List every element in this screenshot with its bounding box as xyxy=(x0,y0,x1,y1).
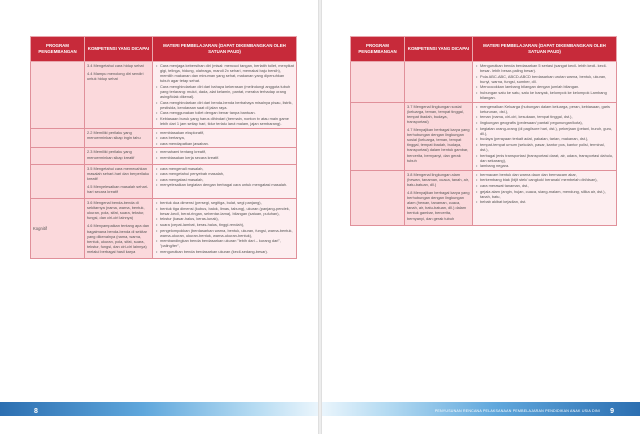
kompetensi-cell xyxy=(405,170,473,225)
materi-item: • cara mengatasi masalah, xyxy=(160,177,294,182)
table-header-row xyxy=(351,37,617,62)
materi-cell xyxy=(153,164,297,198)
right-page xyxy=(322,0,640,434)
table-header-row xyxy=(31,37,297,62)
materi-item: • bermacam bentuk dan warna daun dan bermacam akar, xyxy=(480,172,614,177)
materi-list xyxy=(155,63,294,126)
header-materi: MATERI PEMBELAJARAN (DAPAT DIKEMBANGKAN OLEH SATUAN PAUD) xyxy=(153,37,297,62)
materi-item: • cara bertanya, xyxy=(160,135,294,140)
program-cell: Kognitif xyxy=(31,199,85,259)
materi-item: • hubungan satu ke satu, satu ke banyak, kelompok ke kelompok Lambang bilangan. xyxy=(480,90,614,100)
materi-list xyxy=(475,104,614,169)
kompetensi-item: 4.7 Menyajikan berbagai karya yang berhubungan dengan lingkungan sosial (keluarga, teman, tempat tinggal, tempat ibadah, budaya, transportasi) dalam bentuk gambar, bercerita, bernyanyi, dan gerak tubuh xyxy=(407,127,470,163)
materi-item: • berkembang biak (bijit stek/ cangkok/ beranak/ membelah diri/dsan), xyxy=(480,177,614,182)
kompetensi-cell xyxy=(85,164,153,198)
materi-list xyxy=(155,166,294,188)
kompetensi-item: 3.8 Mengenal lingkungan alam (hewan, tanaman, cuaca, tanah, air, batu-batuan, dll.) xyxy=(407,171,469,187)
kompetensi-item: 4.8 Menyajikan berbagai karya yang berhubungan dengan lingkungan alam (hewan, tanaman, cuaca, tanah, air, batu-batuan, dll.) dalam bentuk gambar, bercerita, bernyanyi, dan gerak tubuh xyxy=(407,190,470,221)
materi-item: • Cara menghindarkan diri dari benda-benda berbahaya misalnya pisau, listrik, pestisida, kendaraan saat di jalan raya. xyxy=(160,100,294,110)
program-cell xyxy=(351,102,405,170)
table-row xyxy=(351,102,617,170)
materi-item: • berbagai jenis transportasi (transportasi darat, air, udara, transportasi dahulu, dan sekarang), xyxy=(480,153,614,163)
kompetensi-item: 4.5 Menyelesaikan masalah sehari-hari secara kreatif xyxy=(87,183,149,194)
materi-item: • cara mengetahui penyebab masalah, xyxy=(160,171,294,176)
materi-item: • membiasakan kerja secara kreatif. xyxy=(160,155,294,160)
page-number: 8 xyxy=(34,408,38,415)
program-cell xyxy=(31,128,85,148)
materi-item: • bebab akibat kejadian, dst. xyxy=(480,199,614,204)
materi-item: • Kebiasaan buruk yang harus dihindari (bermain, nonton tv atau main game lebih dari 1 jam setiap hari, tidur terlalu larut malam, jajan sembarang). xyxy=(160,116,294,126)
table-row xyxy=(31,128,297,148)
materi-cell xyxy=(153,199,297,259)
program-cell xyxy=(31,148,85,164)
page-number: 9 xyxy=(610,408,614,415)
kompetensi-item: 3.7 Mengenal lingkungan sosial (keluarga, teman, tempat tinggal, tempat ibadah, budaya, transportasi) xyxy=(407,103,464,124)
materi-item: • tempat-tempat umum (sekolah, pasar, kantor pos, kantor polisi, terminal, dst.), xyxy=(480,142,614,152)
kompetensi-cell xyxy=(85,62,153,129)
table-row xyxy=(351,62,617,103)
materi-item: • cara mengenali masalah, xyxy=(160,166,294,171)
footer-title: PENYUSUNAN RENCANA PELAKSANAAN PEMBELAJARAN PENDIDIKAN ANAK USIA DINI xyxy=(434,409,600,413)
header-program: PROGRAM PENGEMBANGAN xyxy=(31,37,85,62)
materi-item: • lambang negara. xyxy=(480,163,614,168)
materi-item: • suara (cepat-lambat, keras-halus, tinggi-rendah), xyxy=(160,222,294,227)
program-cell xyxy=(351,62,405,103)
materi-item: • cara mendapatkan jawaban. xyxy=(160,141,294,146)
kompetensi-item: 3.4 Mengetahui cara hidup sehat xyxy=(87,63,144,68)
table-row xyxy=(31,148,297,164)
materi-item: • Cara menjaga kebersihan diri (misal: mencuci tangan, berlatih toilet, menyikat gigi, telinga, hidung, olahraga, mandi 2x sehari, memakai baju bersih), memilih makanan dan minuman yang sehat, makanan yang dipenuhkan tubuh agar tetap sehat. xyxy=(160,63,294,83)
materi-item: • Cara menggunakan toilet dengan benar tanpa bantuan. xyxy=(160,110,294,115)
kompetensi-item: 4.4 Mampu menolong diri sendiri untuk hidup sehat xyxy=(87,71,144,82)
materi-item: • menyelesaikan kegiatan dengan berbagai cara untuk mengatasi masalah. xyxy=(160,182,294,187)
kompetensi-cell xyxy=(405,102,473,170)
materi-list xyxy=(155,149,294,160)
materi-item: • membiasakan eksploratif, xyxy=(160,130,294,135)
materi-item: • teman (nama, ciri-ciri, kesukaan, tempat tinggal, dst.), xyxy=(480,114,614,119)
materi-item: • memahami tentang kreatif, xyxy=(160,149,294,154)
footer-bar xyxy=(0,402,318,416)
program-cell xyxy=(31,164,85,198)
table-row xyxy=(31,164,297,198)
materi-item: • Mengurutkan benda berdasarkan 5 seriasi (sangat kecil- lebih kecil- kecil- besar- lebih besar-paling besar). xyxy=(480,63,614,73)
kompetensi-item: 2.3 Memiliki perilaku yang mencerminkan sikap kreatif xyxy=(87,149,135,160)
materi-item: • budaya (perayaan terkait adat, pakaian, tarian, makanan, dst.), xyxy=(480,136,614,141)
materi-list xyxy=(475,63,614,100)
header-program: PROGRAM PENGEMBANGAN xyxy=(351,37,405,62)
materi-item: • bentuk tiga dimensi (kubus, balok, limas, tabung), ukuran (panjang-pendek, besar-kecil, berat-ringan, sebentar-lama), bilangan (satuan, puluhan), xyxy=(160,206,294,216)
materi-list xyxy=(475,172,614,205)
header-kompetensi: KOMPETENSI YANG DICAPAI xyxy=(405,37,473,62)
materi-item: • kegiatan orang-orang (di pagi/sore hari, dst.), pekerjaan (petani, buruh, guru, dll.), xyxy=(480,126,614,136)
table-row xyxy=(351,170,617,225)
curriculum-table-right xyxy=(350,36,617,226)
materi-item: • gejala alam (angin, hujan, cuaca, siang-malam, mendung, silika air, dst.), tanah, batu, xyxy=(480,189,614,199)
materi-item: • mengenalkan Keluarga (hubungan dalam keluarga, peran, kebiasaan, garis keturunan, dst.), xyxy=(480,104,614,114)
materi-cell xyxy=(153,148,297,164)
materi-cell xyxy=(473,170,617,225)
kompetensi-item: 4.6 Menyampaikan tentang apa dan bagaimana benda-benda di sekitar yang dikenalnya (nama, warna, bentuk, ukuran, pola, sifat, suara, tekstur, fungsi, dan ciri-ciri lainnya) melalui berbagai hasil karya xyxy=(87,223,150,254)
materi-list xyxy=(155,200,294,254)
kompetensi-cell xyxy=(85,128,153,148)
program-cell xyxy=(351,170,405,225)
header-kompetensi: KOMPETENSI YANG DICAPAI xyxy=(85,37,153,62)
materi-cell xyxy=(473,102,617,170)
materi-item: • bentuk dua dimensi (persegi, segitiga, bulat, segi panjang), xyxy=(160,200,294,205)
materi-item: • tekstur (kasar-halus, keras-lunak), xyxy=(160,216,294,221)
materi-list xyxy=(155,130,294,146)
materi-item: • Pola ABC-ABC, ABCD-ABCD berdasarkan urutan warna, bentuk, ukuran, bunyi, warna, fungsi, sumber, dll. xyxy=(480,74,614,84)
materi-cell xyxy=(473,62,617,103)
program-cell xyxy=(31,62,85,129)
kompetensi-cell xyxy=(85,148,153,164)
materi-item: • pengelompokkan (berdasarkan warna, bentuk, ukuran, fungsi, warna-bentuk, warna-ukuran, ukuran-bentuk, warna-ukuran-bentuk), xyxy=(160,228,294,238)
left-page xyxy=(0,0,318,434)
kompetensi-item: 3.5 Mengetahui cara memecahkan masalah sehari-hari dan berperilaku kreatif xyxy=(87,165,150,181)
materi-item: • lingkungan geografis (pedesaan/ pantai/ pegunungan/kota), xyxy=(480,120,614,125)
kompetensi-item: 3.6 Mengenal benda-benda di sekitarnya (nama, warna, bentuk, ukuran, pola, sifat, suara, tekstur, fungsi, dan ciri-ciri lainnya) xyxy=(87,200,145,221)
materi-item: • Mencocokkan lambang bilangan dengan jumlah bilangan. xyxy=(480,84,614,89)
materi-item: • cara merawat tanaman, dst., xyxy=(480,183,614,188)
materi-cell xyxy=(153,62,297,129)
materi-item: • Cara menghindarkan diri dari bahaya kekerasan (melindungi anggota tubuh yang terlarang: mulut, dada, alat kelamin, pantat, meraba terhadap orang asing/tidak dikenal). xyxy=(160,84,294,99)
kompetensi-cell xyxy=(85,199,153,259)
materi-cell xyxy=(153,128,297,148)
table-row xyxy=(31,199,297,259)
kompetensi-cell xyxy=(405,62,473,103)
materi-item: • membandingkan benda berdasarkan ukuran "lebih dari – kurang dari", "paling/ter", xyxy=(160,238,294,248)
materi-item: • mengurutkan benda berdasarkan ukuran (kecil-sedang-besar). xyxy=(160,249,294,254)
kompetensi-item: 2.2 Memiliki perilaku yang mencerminkan sikap ingin tahu xyxy=(87,129,141,140)
curriculum-table-left xyxy=(30,36,297,259)
header-materi: MATERI PEMBELAJARAN (DAPAT DIKEMBANGKAN OLEH SATUAN PAUD) xyxy=(473,37,617,62)
table-row xyxy=(31,62,297,129)
